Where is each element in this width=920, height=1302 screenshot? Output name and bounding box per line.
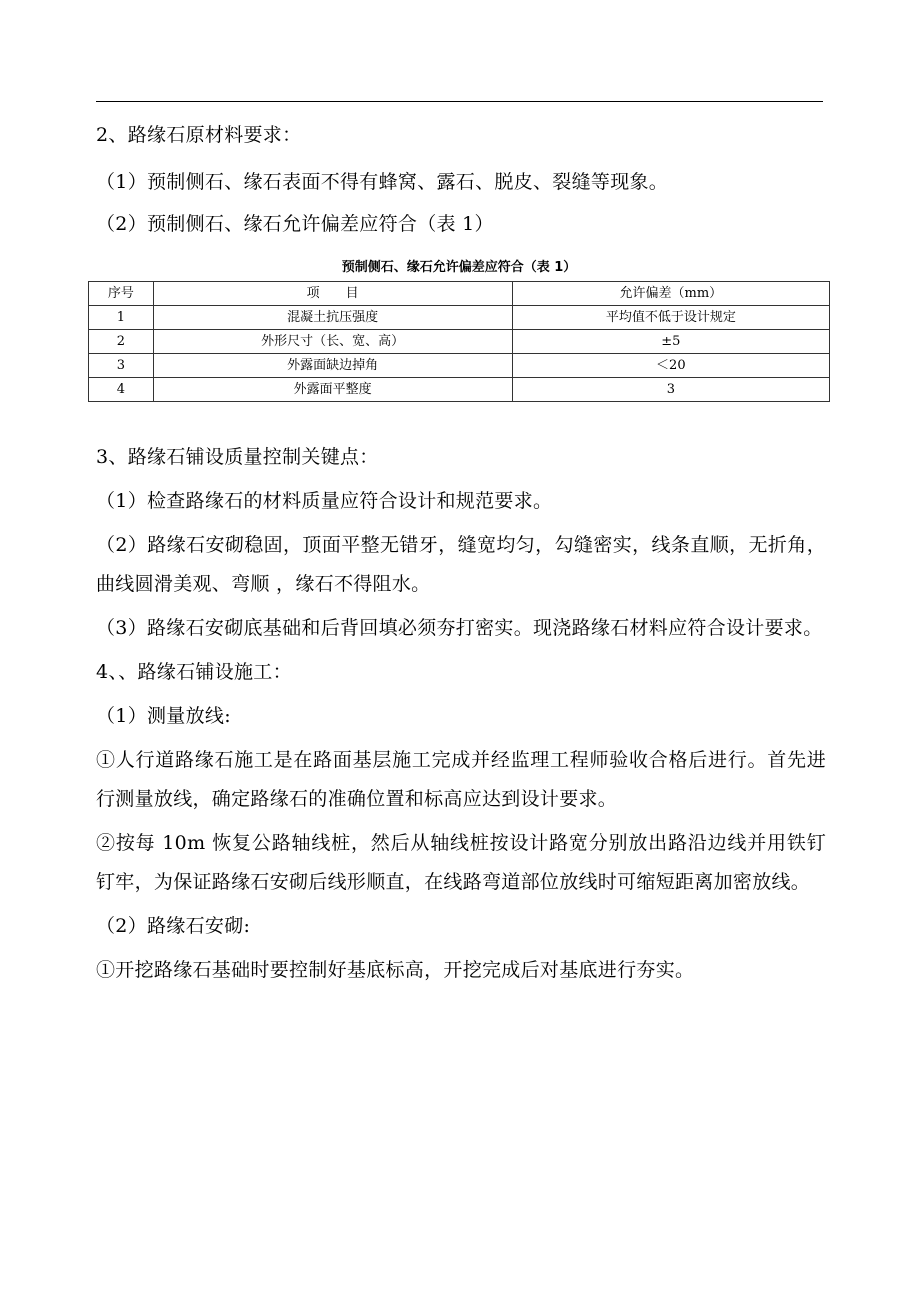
table-cell: 外露面平整度 (153, 378, 512, 402)
section-3-paragraph-1: （1）检查路缘石的材料质量应符合设计和规范要求。 (96, 490, 553, 512)
header-rule (96, 101, 823, 102)
table-header-cell: 项 目 (153, 282, 512, 306)
table-cell: 混凝土抗压强度 (153, 306, 512, 330)
section-4-subheading-2: （2）路缘石安砌: (96, 915, 251, 937)
table-row (89, 306, 830, 330)
section-3-heading: 3、路缘石铺设质量控制关键点： (96, 446, 379, 468)
section-3-paragraph-3: （3）路缘石安砌底基础和后背回填必须夯打密实。现浇路缘石材料应符合设计要求。 (96, 617, 823, 639)
table-cell: ±5 (512, 330, 829, 354)
section-4-paragraph-3: ①开挖路缘石基础时要控制好基底标高，开挖完成后对基底进行夯实。 (96, 959, 695, 981)
table-row (89, 354, 830, 378)
table-header-row (89, 282, 830, 306)
table-cell: 外形尺寸（长、宽、高） (153, 330, 512, 354)
section-4-paragraph-2: ②按每 10m 恢复公路轴线桩，然后从轴线桩按设计路宽分别放出路沿边线并用铁钉钉牢，为保证路缘石安砌后线形顺直，在线路弯道部位放线时可缩短距离加密放线。 (96, 832, 826, 893)
table-row (89, 330, 830, 354)
section-3-paragraph-2: （2）路缘石安砌稳固，顶面平整无错牙，缝宽均匀，勾缝密实，线条直顺，无折角，曲线圆滑美观、弯顺 ，缘石不得阻水。 (96, 534, 826, 595)
table-row (89, 378, 830, 402)
section-4-paragraph-1: ①人行道路缘石施工是在路面基层施工完成并经监理工程师验收合格后进行。首先进行测量放线，确定路缘石的准确位置和标高应达到设计要求。 (96, 749, 826, 810)
section-2-item-2: （2）预制侧石、缘石允许偏差应符合（表 1） (96, 213, 494, 235)
section-2 (96, 116, 826, 249)
table-cell: 4 (89, 378, 154, 402)
section-3-4 (96, 438, 826, 995)
table-caption: 预制侧石、缘石允许偏差应符合（表 1） (341, 260, 577, 275)
table-cell: 1 (89, 306, 154, 330)
section-4-heading: 4、、路缘石铺设施工： (96, 661, 292, 683)
table-cell: 外露面缺边掉角 (153, 354, 512, 378)
table-cell: 3 (512, 378, 829, 402)
section-4-subheading-1: （1）测量放线: (96, 705, 231, 727)
table-header-cell: 允许偏差（mm） (512, 282, 829, 306)
table-cell: 2 (89, 330, 154, 354)
table-cell: ＜20 (512, 354, 829, 378)
table-header-cell: 序号 (89, 282, 154, 306)
section-2-item-1: （1）预制侧石、缘石表面不得有蜂窝、露石、脱皮、裂缝等现象。 (96, 171, 669, 193)
tolerance-table (88, 281, 830, 402)
section-2-heading: 2、路缘石原材料要求： (96, 124, 302, 146)
table-cell: 3 (89, 354, 154, 378)
table-cell: 平均值不低于设计规定 (512, 306, 829, 330)
